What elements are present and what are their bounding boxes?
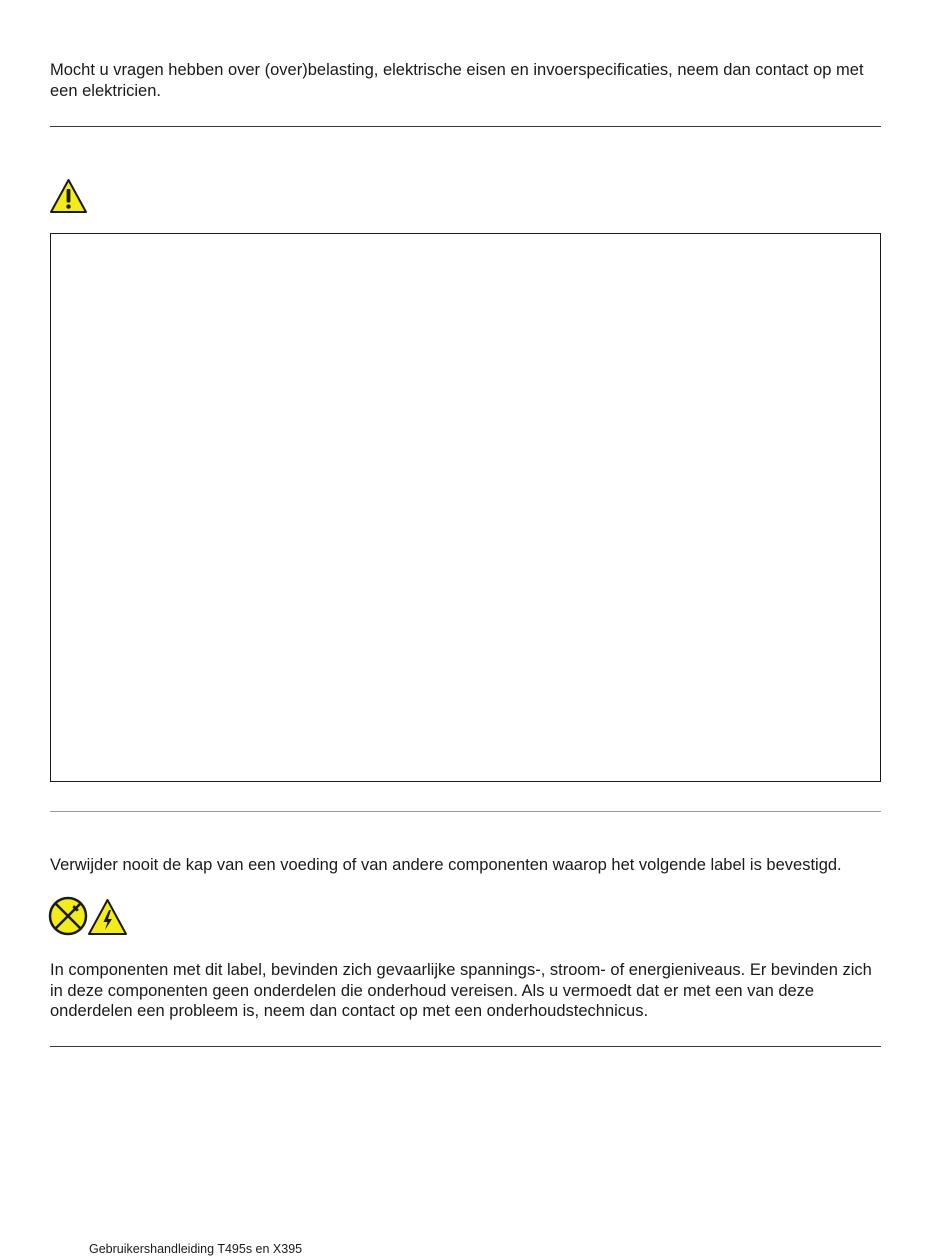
divider-bottom bbox=[50, 1046, 881, 1047]
divider-top bbox=[50, 126, 881, 127]
cover-warning-paragraph: Verwijder nooit de kap van een voeding of van andere componenten waarop het volgende label is bevestigd. bbox=[50, 856, 842, 874]
page-footer: Gebruikershandleiding T495s en X395 bbox=[89, 1242, 303, 1256]
label-explanation-paragraph: In componenten met dit label, bevinden zich gevaarlijke spannings-, stroom- of energieniveaus. Er bevinden zich in deze componenten geen onderdelen die onderhoud vereisen. Als u vermoedt dat er met een van deze onderdelen een probleem is, neem dan contact op met een onderhoudstechnicus. bbox=[50, 961, 872, 1020]
divider-middle bbox=[50, 811, 881, 812]
intro-paragraph: Mocht u vragen hebben over (over)belasting, elektrische eisen en invoerspecificaties, neem dan contact op met een elektricien. bbox=[50, 61, 864, 100]
caution-triangle-icon bbox=[49, 178, 88, 214]
caution-content-box bbox=[50, 233, 881, 782]
high-voltage-icon bbox=[87, 898, 128, 936]
no-tools-icon bbox=[48, 896, 90, 938]
